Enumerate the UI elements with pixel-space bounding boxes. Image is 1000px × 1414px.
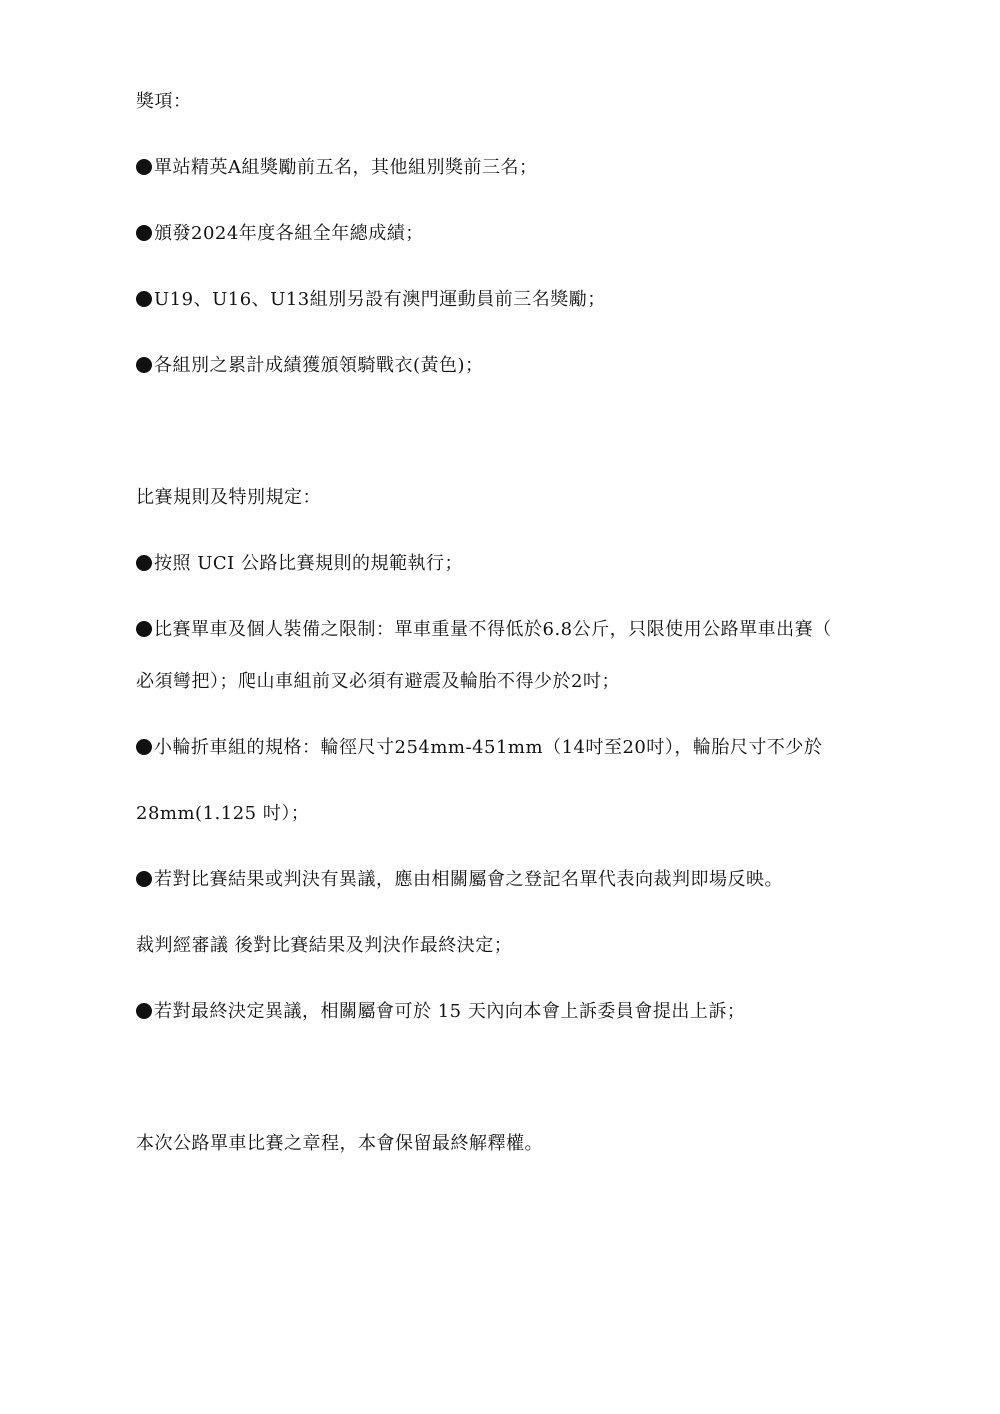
awards-item-3 [136,288,606,312]
footer-note: 本次公路單車比賽之章程，本會保留最終解釋權。 [136,1133,543,1154]
rules-item-4-text-line-1: 若對比賽結果或判決有異議，應由相關屬會之登記名單代表向裁判即場反映。 [154,869,783,890]
awards-item-1 [136,156,538,180]
rules-item-2 [136,618,832,642]
bullet-icon [136,555,152,571]
rules-item-3-text-line-1: 小輪折車組的規格：輪徑尺寸254mm-451mm（14吋至20吋），輪胎尺寸不少於 [154,737,823,758]
bullet-icon [136,621,152,637]
awards-item-4 [136,354,484,378]
awards-item-4-text: 各組別之累計成績獲頒領騎戰衣(黃色)； [154,355,484,376]
rules-item-5-text: 若對最終決定異議，相關屬會可於 15 天內向本會上訴委員會提出上訴； [154,1001,746,1022]
bullet-icon [136,291,152,307]
rules-item-4 [136,868,783,892]
rules-item-3-text-line-2: 28mm(1.125 吋）； [136,803,310,824]
awards-item-2 [136,222,424,246]
rules-item-4-text-line-2: 裁判經審議 後對比賽結果及判決作最終決定； [136,935,513,956]
bullet-icon [136,225,152,241]
rules-item-1-text: 按照 UCI 公路比賽規則的規範執行； [154,553,463,574]
rules-item-3 [136,736,822,760]
bullet-icon [136,871,152,887]
awards-item-3-text: U19、U16、U13組別另設有澳門運動員前三名獎勵； [154,289,606,310]
awards-item-2-text: 頒發2024年度各組全年總成績； [154,223,424,244]
awards-item-1-text: 單站精英A組獎勵前五名，其他組別獎前三名； [154,157,538,178]
rules-item-2-text-line-2: 必須彎把）；爬山車組前叉必須有避震及輪胎不得少於2吋； [136,671,620,692]
awards-heading: 獎項： [136,91,192,112]
bullet-icon [136,357,152,373]
rules-heading: 比賽規則及特別規定： [136,487,321,508]
bullet-icon [136,739,152,755]
rules-item-5 [136,1000,745,1024]
bullet-icon [136,1003,152,1019]
rules-item-1 [136,552,463,576]
rules-item-2-text-line-1: 比賽單車及個人裝備之限制：單車重量不得低於6.8公斤，只限使用公路單車出賽（ [154,619,832,640]
bullet-icon [136,159,152,175]
